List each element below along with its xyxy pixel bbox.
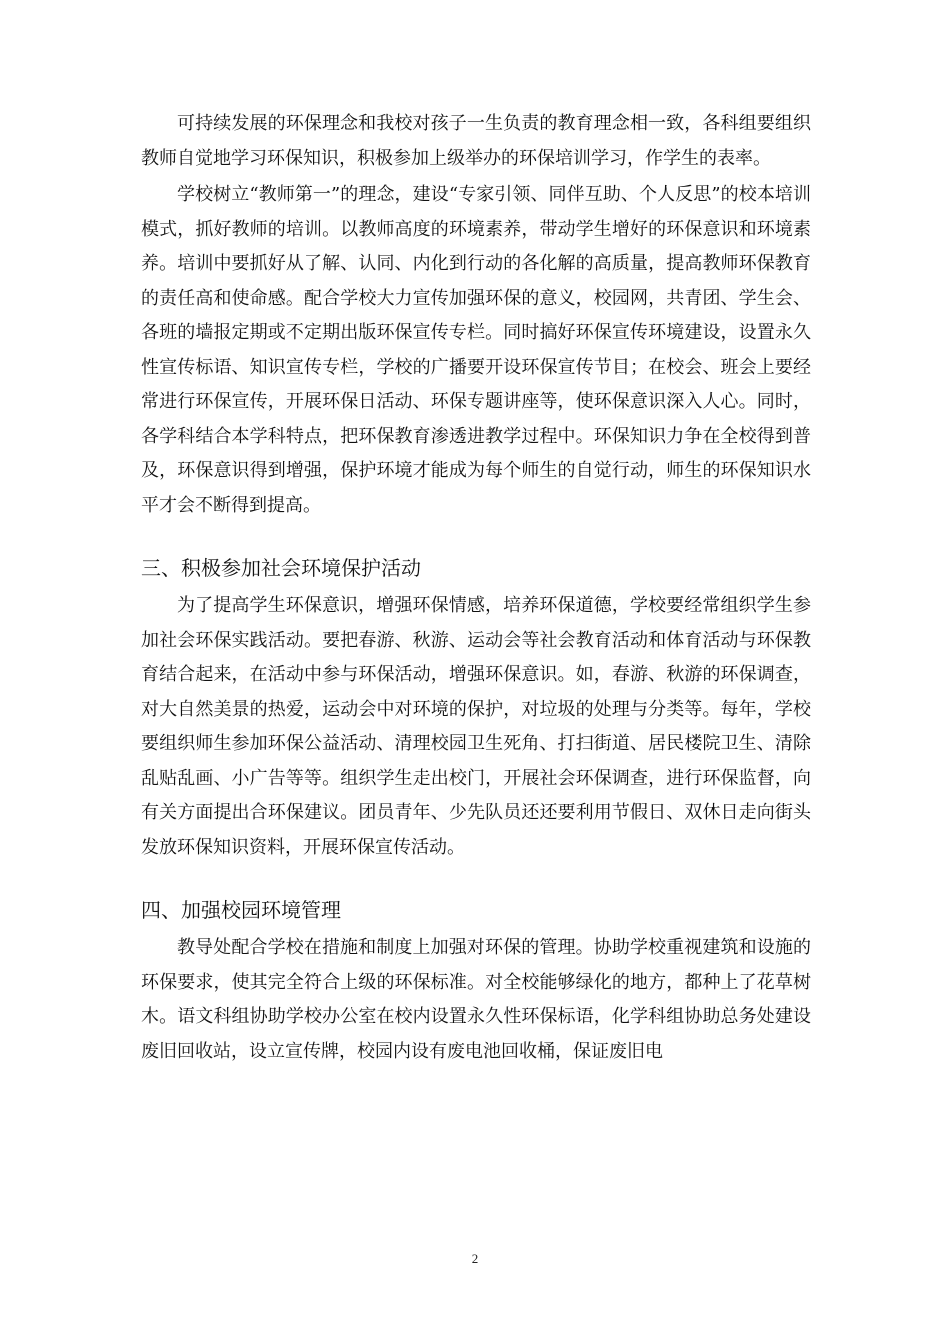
section-heading-campus-management: 四、加强校园环境管理	[141, 898, 341, 922]
page-body	[141, 107, 811, 1071]
section-heading-social-activities: 三、积极参加社会环境保护活动	[141, 556, 421, 580]
paragraph-campus-management: 教导处配合学校在措施和制度上加强对环保的管理。协助学校重视建筑和设施的环保要求，使其完全符合上级的环保标准。对全校能够绿化的地方，都种上了花草树木。语文科组协助学校办公室在校内设置永久性环保标语，化学科组协助总务处建设废旧回收站，设立宣传牌，校园内设有废电池回收桶，保证废旧电	[141, 937, 811, 1062]
paragraph-social-activities: 为了提高学生环保意识，增强环保情感，培养环保道德，学校要经常组织学生参加社会环保实践活动。要把春游、秋游、运动会等社会教育活动和体育活动与环保教育结合起来，在活动中参与环保活动，增强环保意识。如，春游、秋游的环保调查，对大自然美景的热爱，运动会中对环境的保护，对垃圾的处理与分类等。每年，学校要组织师生参加环保公益活动、清理校园卫生死角、打扫街道、居民楼院卫生、清除乱贴乱画、小广告等等。组织学生走出校门，开展社会环保调查，进行环保监督，向有关方面提出合环保建议。团员青年、少先队员还还要利用节假日、双休日走向街头发放环保知识资料，开展环保宣传活动。	[141, 595, 811, 858]
paragraph-teacher-learning: 可持续发展的环保理念和我校对孩子一生负责的教育理念相一致，各科组要组织教师自觉地学习环保知识，积极参加上级举办的环保培训学习，作学生的表率。	[141, 113, 811, 169]
paragraph-teacher-training: 学校树立“教师第一”的理念，建设“专家引领、同伴互助、个人反思”的校本培训模式，抓好教师的培训。以教师高度的环境素养，带动学生增好的环保意识和环境素养。培训中要抓好从了解、认同、内化到行动的各化解的高质量，提高教师环保教育的责任高和使命感。配合学校大力宣传加强环保的意义，校园网，共青团、学生会、各班的墙报定期或不定期出版环保宣传专栏。同时搞好环保宣传环境建设，设置永久性宣传标语、知识宣传专栏，学校的广播要开设环保宣传节目；在校会、班会上要经常进行环保宣传，开展环保日活动、环保专题讲座等，使环保意识深入人心。同时，各学科结合本学科特点，把环保教育渗透进教学过程中。环保知识力争在全校得到普及，环保意识得到增强，保护环境才能成为每个师生的自觉行动，师生的环保知识水平才会不断得到提高。	[141, 184, 811, 516]
page-number: 2	[471, 1251, 479, 1266]
